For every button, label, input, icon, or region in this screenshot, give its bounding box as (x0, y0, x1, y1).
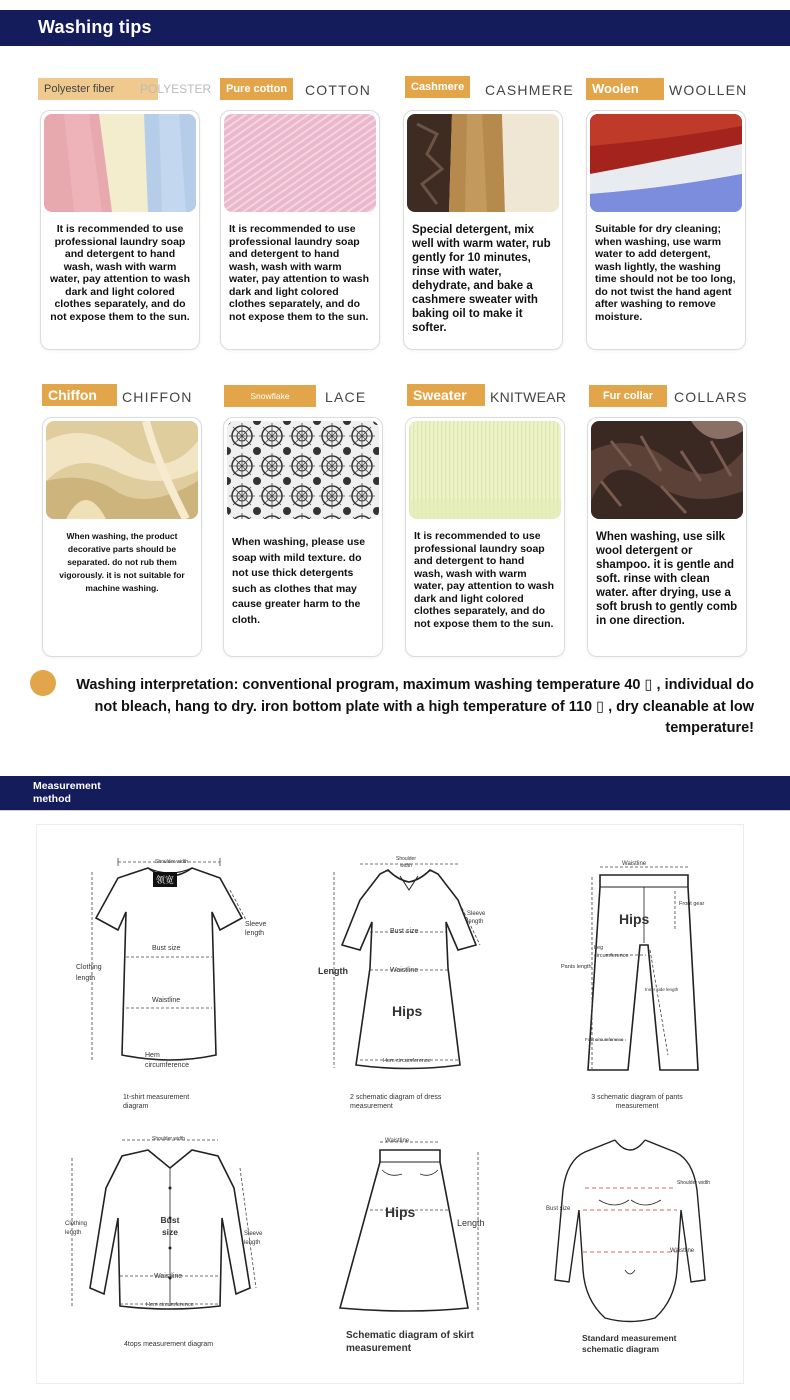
tops-length-label: Clothing length (65, 1221, 88, 1236)
pants-inner-label: Inner side length (645, 987, 679, 992)
tops-caption: 4tops measurement diagram (124, 1341, 214, 1348)
pants-leg-label: Leg circumference (594, 945, 629, 959)
fabric-tag-cotton: Pure cotton (220, 78, 293, 100)
body-diagram-illustration (545, 1130, 715, 1325)
body-shoulder-label: Shoulder width (677, 1180, 711, 1186)
fabric-eng-polyester: POLYESTER (140, 82, 212, 96)
cotton-fabric-photo (224, 114, 376, 212)
tshirt-collar-label: 领宽 (153, 872, 177, 887)
measurement-title: Measurement method (33, 780, 101, 805)
fabric-tag-cashmere: Cashmere (405, 76, 470, 98)
lace-fabric-photo (227, 421, 379, 519)
skirt-hips-label: Hips (385, 1204, 416, 1220)
pants-front-label: Front gear (679, 901, 705, 907)
washing-interpretation: Washing interpretation: conventional program, maximum washing temperature 40 ▯ , individual do not bleach, hang to dry. iron bottom plate with a high temperature of 110 ▯ , dry cleanable at low temperature! (76, 677, 754, 736)
fabric-tag-chiffon: Chiffon (42, 384, 117, 406)
fabric-tag-polyester: Polyester fiber (38, 78, 158, 100)
fabric-eng-cotton: COTTON (305, 82, 372, 98)
washing-tips-banner (0, 10, 790, 46)
pants-hips-label: Hips (619, 911, 650, 927)
fabric-text-cotton: It is recommended to use professional laundry soap and detergent to hand wash, wash with warm water, pay attention to wash dark and light colored clothes separately, and do not expose them to the sun. (229, 223, 370, 323)
tshirt-caption: 1t-shirt measurement diagram (123, 1094, 190, 1110)
dress-shoulder-label: Shoulder width (395, 856, 416, 869)
dress-diagram-illustration (320, 850, 500, 1080)
fabric-tag-fur: Fur collar (589, 385, 667, 407)
dress-caption: 2 schematic diagram of dress measurement (350, 1094, 442, 1110)
fabric-text-lace: When washing, please use soap with mild texture. do not use thick detergents such as clothes that may cause greater harm to the cloth. (232, 536, 366, 626)
interpretation-bullet-icon (30, 670, 56, 696)
tshirt-length-label: Clothing length (76, 964, 102, 982)
dress-waist-label: Waistline (390, 967, 419, 974)
fabric-eng-sweater: KNITWEAR (490, 389, 567, 405)
fabric-tag-lace: Snowflake (224, 385, 316, 407)
fabric-card-fur (587, 417, 747, 657)
tops-sleeve-label: Sleeve length (244, 1231, 263, 1246)
body-caption: Standard measurement schematic diagram (582, 1333, 677, 1354)
skirt-caption: Schematic diagram of skirt measurement (346, 1330, 474, 1354)
dress-hips-label: Hips (392, 1003, 423, 1019)
skirt-length-label: Length (457, 1218, 485, 1228)
fabric-text-fur: When washing, use silk wool detergent or shampoo. it is gentle and soft. rinse with clean water. after drying, use a soft brush to gently comb in one direction. (596, 531, 738, 627)
fabric-eng-woolen: WOOLLEN (669, 82, 748, 98)
dress-sleeve-label: Sleeve length (467, 911, 486, 925)
fabric-eng-lace: LACE (325, 389, 367, 405)
pants-foot-label: Foot circumference (585, 1037, 624, 1042)
tshirt-shoulder-label: Shoulder width (155, 859, 189, 865)
fabric-eng-cashmere: CASHMERE (485, 82, 574, 98)
cashmere-fabric-photo (407, 114, 559, 212)
fabric-tag-sweater: Sweater (407, 384, 485, 406)
washing-tips-title: Washing tips (38, 17, 152, 37)
tshirt-bust-label: Bust size (152, 945, 181, 952)
fabric-text-cashmere: Special detergent, mix well with warm water, rub gently for 10 minutes, rinse with water, dehydrate, and bake a cashmere sweater with baking oil to make it softer. (412, 224, 551, 334)
fabric-card-cotton (220, 110, 380, 350)
dress-bust-label: Bust size (390, 928, 419, 935)
pants-waist-label: Waistline (622, 861, 647, 867)
tshirt-waist-label: Waistline (152, 997, 181, 1004)
dress-hem-label: Hem circumference (383, 1058, 431, 1064)
banner-divider (0, 810, 790, 811)
fabric-text-sweater: It is recommended to use professional laundry soap and detergent to hand wash, wash with warm water, pay attention to wash dark and light colored clothes separately, and do not expose them to the sun. (414, 530, 555, 630)
tshirt-hem-label: Hem circumference (145, 1052, 189, 1069)
polyester-fabric-photo (44, 114, 196, 212)
fabric-card-cashmere (403, 110, 563, 350)
fabric-text-polyester: It is recommended to use professional laundry soap and detergent to hand wash, wash with warm water, pay attention to wash dark and light colored clothes separately, and do not expose them to the sun. (49, 223, 191, 323)
fur-fabric-photo (591, 421, 743, 519)
fabric-eng-chiffon: CHIFFON (122, 389, 193, 405)
pants-caption: 3 schematic diagram of pants measurement (591, 1094, 683, 1110)
tops-bust-label: Bust size (160, 1215, 180, 1237)
tops-hem-label: Hem circumference (146, 1302, 194, 1308)
chiffon-fabric-photo (46, 421, 198, 519)
tshirt-sleeve-label: Sleeve length (245, 921, 267, 937)
pants-length-label: Pants length (561, 964, 592, 970)
fabric-card-sweater (405, 417, 565, 657)
measurement-banner (0, 776, 790, 810)
body-bust-label: Bust size (546, 1206, 571, 1212)
fabric-eng-fur: COLLARS (674, 389, 748, 405)
fabric-text-woolen: Suitable for dry cleaning; when washing, use warm water to add detergent, wash lightly, the washing time should not be too long, do not twist the hand agent after washing to remove moisture. (595, 223, 736, 323)
fabric-card-lace (223, 417, 383, 657)
fabric-card-woolen (586, 110, 746, 350)
fabric-card-chiffon (42, 417, 202, 657)
woolen-fabric-photo (590, 114, 742, 212)
dress-length-label: Length (318, 966, 348, 976)
tops-shoulder-label: Shoulder width (152, 1136, 186, 1142)
skirt-waist-label: Waistline (385, 1138, 410, 1144)
body-waist-label: Waistline (670, 1248, 695, 1254)
fabric-tag-woolen: Woolen (586, 78, 664, 100)
tops-waist-label: Waistline (154, 1273, 183, 1280)
pants-diagram-illustration (560, 855, 710, 1085)
fabric-card-polyester (40, 110, 200, 350)
fabric-text-chiffon: When washing, the product decorative parts should be separated. do not rub them vigorously. it is not suitable for machine washing. (59, 531, 185, 593)
sweater-fabric-photo (409, 421, 561, 519)
